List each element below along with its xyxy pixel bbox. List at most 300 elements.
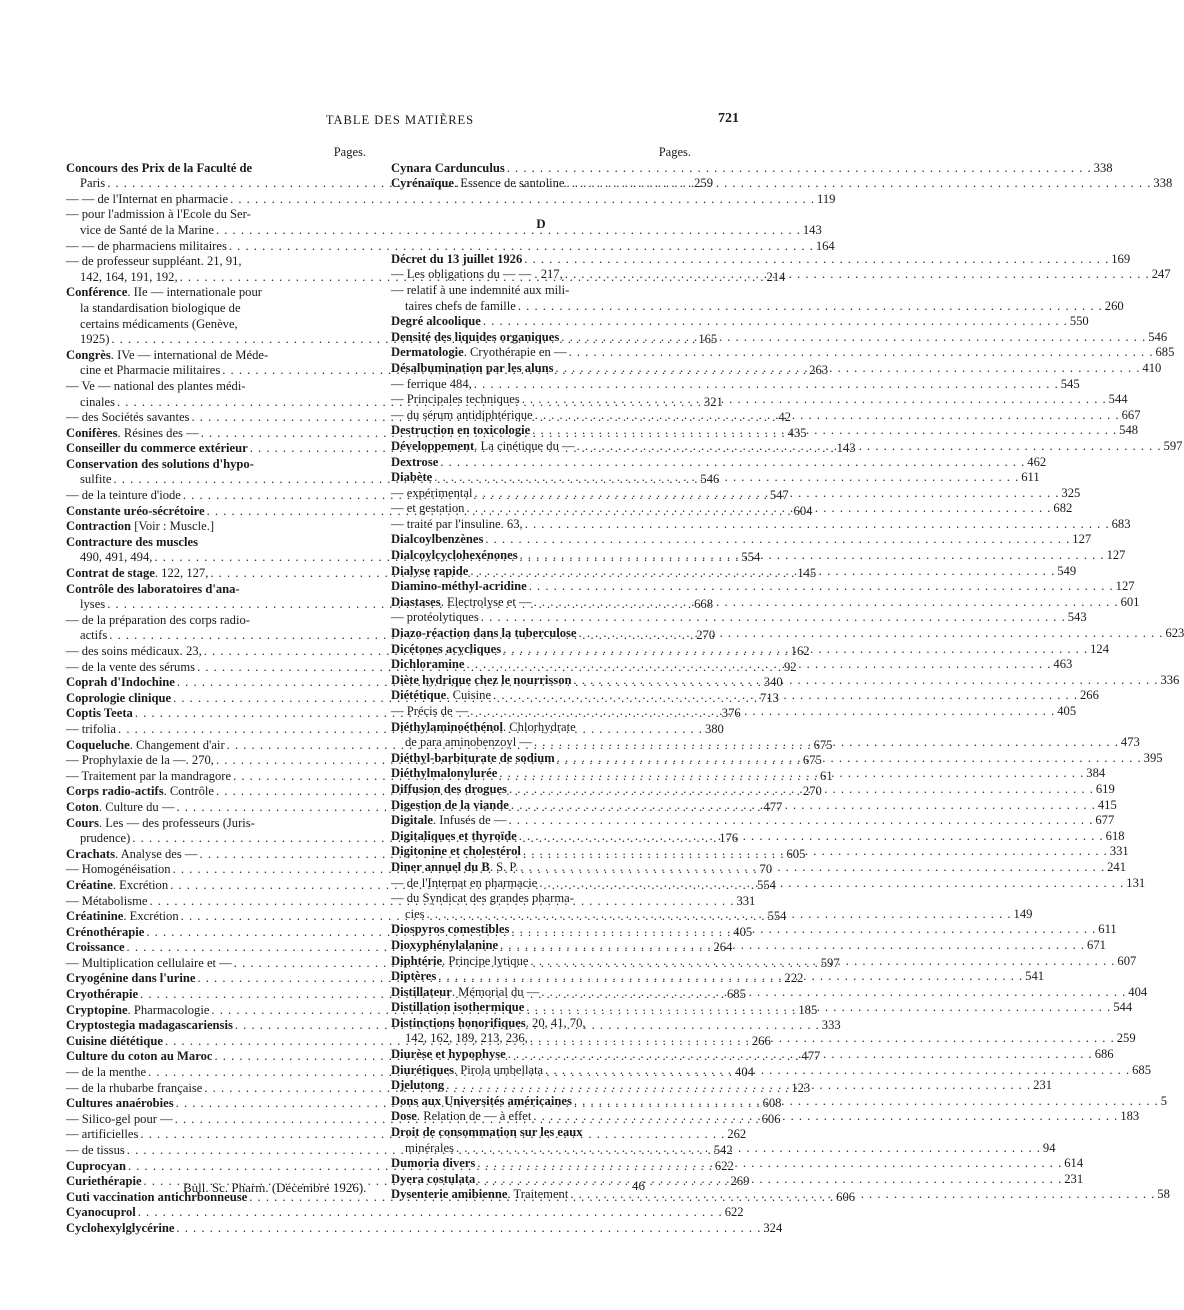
entry-page-number: 608 [762,1096,782,1111]
entry-page-number: 264 [713,940,733,955]
entry-text: Cyrénaïque. Essence de santoline [391,176,565,191]
entry-text: — et gestation [391,501,465,516]
entry-text: — Les obligations du — — . 217, [391,267,563,282]
entry-text: Contracture des muscles [66,534,198,549]
index-entry [391,532,1092,548]
entry-page-number: 380 [704,721,724,736]
leader-dots [522,392,1107,408]
entry-text: 490, 491, 494, [80,550,153,565]
entry-line-with-page [391,345,1175,361]
entry-text: Cryothérapie [66,987,139,1002]
entry-page-number: 231 [1033,1078,1053,1093]
entry-page-number: 58 [1157,1187,1170,1202]
entry-page-number: 614 [1064,1156,1084,1171]
entry-page-number: 410 [1142,360,1162,375]
entry-page-number: 321 [703,394,723,409]
leader-dots [440,455,1025,471]
index-entry [391,314,1089,330]
leader-dots [574,673,1159,689]
entry-text: — de professeur suppléant. 21, 91, [66,254,242,269]
entry-text: — Métabolisme [66,893,148,908]
entry-page-number: 333 [821,1018,841,1033]
leader-dots [534,735,1119,751]
entry-page-number: 241 [1107,859,1126,874]
entry-page-number: 70 [759,862,773,877]
entry-text: Diète hydrique chez le nourrisson [391,672,572,687]
entry-page-number: 668 [694,597,714,612]
index-entry [66,207,822,238]
entry-text: — Multiplication cellulaire et — [66,955,232,970]
leader-dots [438,969,1023,985]
entry-page-number: 169 [1111,251,1131,266]
entry-text: Densité des liquides organiques [391,329,560,344]
entry-text: Dermatologie. Cryothérapie en — [391,345,567,360]
entry-page-number: 176 [719,831,739,846]
entry-page-number: 541 [1025,969,1045,984]
entry-text: Dialcoylcyclohexénones [391,548,518,563]
entry-page-number: 263 [809,363,829,378]
entry-page-number: 340 [763,675,783,690]
index-entry [66,1205,744,1221]
entry-line-with-page [66,222,822,239]
entry-line-with-page [391,251,1131,268]
leader-dots [511,798,1096,814]
entry-page-number: 463 [1053,657,1073,672]
entry-page-number: 605 [786,846,806,861]
entry-text: Dicétones acycliques [391,641,502,656]
entry-page-number: 606 [761,1111,781,1126]
entry-page-number: 546 [700,472,720,487]
entry-page-number: 544 [1113,1000,1133,1015]
leader-dots [566,176,1151,192]
entry-line [66,535,366,551]
entry-text: cies [405,906,425,921]
entry-text: Diastases. Electrolyse et — [391,594,532,609]
entry-page-number: 604 [793,503,813,518]
entry-page-number: 686 [1094,1047,1114,1062]
entry-page-number: 685 [1132,1062,1151,1077]
entry-line-with-page [391,579,1135,595]
leader-dots [481,610,1066,626]
leader-dots [466,501,1051,517]
entry-page-number: 435 [787,425,807,440]
entry-text: Corps radio-actifs. Contrôle [66,784,214,799]
section-letter: D [536,215,546,231]
entry-text: de para aminobenzoyl — [405,735,532,750]
entry-text: — de l'Internat en pharmacie [391,875,538,890]
entry-text: Conifères. Résines des — [66,425,199,440]
entry-text: — Prophylaxie de la —. 270, [66,753,214,768]
entry-page-number: 143 [836,441,856,456]
entry-page-number: 477 [763,799,783,814]
entry-line-with-page [66,1220,783,1237]
leader-dots [474,486,1059,502]
entry-page-number: 145 [797,566,817,581]
entry-text: Coqueluche. Changement d'air [66,737,225,752]
entry-line-with-page [391,454,1047,471]
entry-line-with-page [66,191,836,208]
entry-text: vice de Santé de la Marine [80,222,214,237]
entry-page-number: 143 [802,222,822,237]
entry-text: Droit de consommation sur les eaux [391,1125,583,1140]
entry-text: Cours. Les — des professeurs (Juris- [66,815,255,830]
entry-page-number: 611 [1098,922,1117,937]
leader-dots [507,161,1092,177]
entry-text: prudence) [80,831,131,846]
entry-page-number: 260 [1104,298,1124,313]
entry-text: — de la menthe [66,1065,147,1080]
entry-page-number: 667 [1121,407,1141,422]
leader-dots [470,704,1055,720]
entry-text: — de tissus [66,1143,125,1157]
index-entry [66,519,366,535]
entry-page-number: 554 [741,550,761,565]
entry-text: Diéthylmalonylurée [391,766,498,781]
entry-text: — pour l'admission à l'Ecole du Ser- [66,207,251,222]
entry-page-number: 338 [1093,160,1113,175]
entry-text: — relatif à une indemnité aux mili- [391,282,570,297]
entry-page-number: 270 [696,628,716,643]
entry-text: — Homogénéisation [66,862,171,877]
entry-page-number: 270 [802,784,822,799]
entry-line-with-page [391,532,1092,548]
entry-text: minérales [405,1140,454,1155]
entry-page-number: 336 [1160,672,1180,687]
entry-text: — Principales techniques [391,392,520,407]
entry-text: Cyanocuprol [66,1205,136,1220]
entry-line [391,891,691,907]
leader-dots [503,642,1088,658]
entry-page-number: 404 [1128,984,1148,999]
leader-dots [530,1031,1115,1047]
entry-page-number: 222 [784,971,804,986]
leader-dots [470,564,1055,580]
entry-text: Paris [80,176,106,191]
entry-text: — de la préparation des corps radio- [66,612,250,627]
entry-page-number: 675 [802,753,822,768]
entry-page-number: 92 [784,659,797,674]
leader-dots [508,1047,1093,1063]
entry-text: — Traitement par la mandragore [66,768,232,783]
entry-line-with-page [391,314,1089,330]
entry-page-number: 131 [1126,875,1146,890]
leader-dots [483,314,1068,330]
entry-page-number: 61 [820,768,833,783]
entry-page-number: 149 [1013,906,1033,921]
entry-text: — expérimental [391,485,473,500]
leader-dots [176,1221,761,1237]
leader-dots [446,1078,1031,1094]
entry-page-number: 546 [1148,329,1168,344]
entry-page-number: 127 [1072,532,1092,547]
leader-dots [533,1109,1118,1125]
entry-text: Concours des Prix de la Faculté de [66,160,253,175]
entry-page-number: 185 [798,1002,818,1017]
entry-text: Coton. Culture du — [66,799,175,814]
leader-dots [541,985,1126,1001]
entry-page-number: 331 [736,893,756,908]
entry-page-number: 622 [714,1158,734,1173]
entry-text: 142, 164, 191, 192, [80,269,178,284]
entry-line [66,207,366,223]
pages-label-left: Pages. [333,145,366,159]
entry-page-number: 124 [1090,641,1110,656]
entry-line [66,816,366,832]
entry-page-number: 547 [769,488,789,503]
entry-text: Crénothérapie [66,924,145,939]
entry-line [66,348,366,364]
leader-dots [138,1205,723,1221]
entry-page-number: 597 [820,955,840,970]
entry-text: taires chefs de famille [405,298,516,313]
entry-text: Diphtérie. Principe lytique [391,953,529,968]
entry-text: actifs [80,628,108,643]
entry-text: Diazo-réaction dans la tuberculose [391,626,577,641]
entry-text: — des Sociétés savantes [66,410,190,425]
entry-page-number: 683 [1111,516,1131,531]
entry-page-number: 127 [1115,579,1135,594]
entry-text: Djelutong [391,1078,445,1093]
entry-text: Cynara Cardunculus [391,160,505,175]
entry-page-number: 395 [1143,750,1163,765]
leader-dots [530,954,1115,970]
index-entry [391,516,1131,533]
entry-page-number: 462 [1027,454,1047,469]
entry-page-number: 127 [1106,548,1126,563]
entry-page-number: 542 [713,1143,733,1157]
entry-text: certains médicaments (Genève, [80,316,238,331]
leader-dots [499,766,1084,782]
entry-line [66,254,366,270]
leader-dots [477,1172,1062,1188]
entry-page-number: 682 [1053,501,1073,516]
entry-line [66,161,366,177]
entry-page-number: 549 [1057,563,1077,578]
entry-text: Crachats. Analyse des — [66,846,198,861]
leader-dots [523,844,1108,860]
leader-dots [485,532,1070,548]
leader-dots [579,626,1164,642]
entry-text: — trifolia [66,721,117,736]
entry-text: sulfite [80,472,112,487]
entry-page-number: 42 [778,410,791,425]
entry-text: Cultures anaérobies [66,1096,174,1111]
entry-line-with-page [66,1205,744,1221]
entry-text: — traité par l'insuline. 63, [391,516,523,531]
index-entry [66,238,835,255]
entry-text: Dons aux Universités américaines [391,1093,572,1108]
entry-text: Diner annuel du B. S. P. [391,859,519,874]
entry-page-number: 162 [790,644,810,658]
entry-page-number: 214 [766,269,786,284]
entry-page-number: 331 [1109,844,1129,859]
entry-line [66,457,366,473]
entry-page-number: 677 [1095,813,1115,828]
entry-line [66,301,366,317]
entry-text: cinales [80,394,115,409]
leader-dots [518,299,1103,315]
entry-text: Digitale. Infusés de — [391,813,507,828]
entry-page-number: 262 [727,1127,747,1142]
entry-page-number: 606 [836,1189,856,1204]
entry-text: Diurèse et hypophyse [391,1047,506,1062]
entry-page-number: 164 [815,238,835,253]
entry-line [66,582,366,598]
leader-dots [474,377,1059,393]
leader-dots [532,423,1117,439]
leader-dots [456,1141,1041,1157]
entry-text: Contrôle des laboratoires d'ana- [66,581,240,596]
entry-text: Diospyros comestibles [391,922,510,937]
entry-line-with-page [391,298,1124,315]
entry-text: — Ve — national des plantes médi- [66,378,246,393]
entry-text: Conférence. IIe — internationale pour [66,285,262,300]
entry-page-number: 119 [817,191,836,206]
entry-line-with-page [66,238,835,255]
leader-dots [427,907,1012,923]
entry-text: Désalbumination par les aluns [391,360,554,375]
entry-text: — ferrique 484, [391,376,472,391]
footer-journal-citation: Bull. Sc. Pharm. (Décembre 1926). [183,1180,367,1195]
entry-page-number: 5 [1160,1093,1168,1108]
index-entry [391,251,1131,268]
entry-page-number: 601 [1120,594,1140,609]
entry-page-number: 618 [1105,828,1125,843]
leader-dots [509,782,1094,798]
entry-text: — artificielles [66,1127,139,1142]
leader-dots [574,1094,1159,1110]
index-entry [391,282,1124,314]
index-entry [391,610,1087,626]
entry-text: Curiethérapie [66,1174,142,1189]
entry-page-number: 247 [1151,267,1171,282]
leader-dots [534,595,1119,611]
entry-page-number: 259 [694,176,714,191]
leader-dots [477,1156,1062,1172]
entry-page-number: 685 [1155,345,1175,360]
entry-page-number: 550 [1069,314,1089,329]
entry-page-number: 269 [730,1174,750,1189]
entry-text: Cryptopine. Pharmacologie [66,1002,210,1017]
entry-text: Dextrose [391,454,439,469]
entry-text: cine et Pharmacie militaires [80,363,221,378]
entry-text: Digestion de la viande [391,797,509,812]
index-entry [391,579,1135,595]
entry-text: Cuti vaccination antichrbonneuse [66,1189,248,1204]
entry-text: Diffusion des drogues [391,781,507,796]
entry-text: Conservation des solutions d'hypo- [66,456,254,471]
entry-text: — du Syndicat des grandes pharma- [391,891,574,906]
index-entry [391,345,1175,361]
entry-text: Croissance [66,940,125,955]
leader-dots [557,751,1142,767]
entry-text: 1925) [80,332,110,347]
entry-line-with-page [391,516,1131,533]
entry-text: Coptis Teeta [66,706,133,721]
leader-dots [555,361,1140,377]
entry-page-number: 675 [813,737,833,752]
entry-text: Conseiller du commerce extérieur [66,441,248,456]
entry-text: Créatine. Excrétion [66,877,169,892]
entry-text: Diabète [391,470,433,485]
entry-page-number: 619 [1095,781,1115,796]
entry-line [66,613,366,629]
entry-line-with-page [66,519,366,535]
entry-page-number: 623 [1165,626,1184,641]
entry-text: Contraction [Voir : Muscle.] [66,519,215,534]
entry-page-number: 545 [1060,376,1080,391]
leader-dots [466,657,1051,673]
entry-text: la standardisation biologique de [80,300,241,315]
leader-dots [524,252,1109,268]
leader-dots [545,1063,1130,1079]
entry-text: — — de l'Internat en pharmacie [66,191,229,206]
leader-dots [520,548,1105,564]
entry-text: lyses [80,597,106,612]
leader-dots [569,345,1154,361]
entry-page-number: 259 [1116,1031,1136,1046]
leader-dots [535,408,1120,424]
entry-text: — de la vente des sérums [66,659,196,674]
entry-text: — — de pharmaciens militaires [66,238,227,253]
entry-page-number: 183 [1120,1109,1140,1124]
entry-text: Dioxyphénylalanine [391,937,499,952]
entry-text: — du sérum antidiphtérique [391,407,533,422]
entry-page-number: 384 [1086,766,1106,781]
entry-page-number: 554 [757,877,776,892]
entry-line-with-page [391,813,1115,829]
leader-dots [493,688,1078,704]
entry-text: — de la rhubarbe française [66,1080,203,1095]
entry-page-number: 671 [1087,937,1106,952]
leader-dots [525,517,1110,533]
entry-text: Dialyse rapide [391,563,469,578]
entry-page-number: 543 [1067,610,1087,625]
entry-page-number: 611 [1021,470,1040,485]
leader-dots [561,330,1146,346]
pages-label-right: Pages. [658,145,691,159]
leader-dots [519,829,1104,845]
entry-text: Congrès. IVe — international de Méde- [66,347,269,362]
entry-text: — Précis de — [391,704,469,718]
entry-page-number: 123 [791,1080,811,1095]
entry-text: Dysenterie amibienne. Traitement [391,1187,569,1202]
entry-text: Distillateur. Mémorial du — [391,984,540,999]
entry-text: Digitaliques et thyroïde [391,828,517,843]
leader-dots [565,267,1150,283]
entry-text: Développement. La cinétique du — [391,438,575,453]
entry-text: Dichloramine [391,657,465,672]
index-entry [66,191,836,208]
entry-text: Distinctions honorifiques. 20, 41, 70, [391,1015,586,1030]
entry-line [66,285,366,301]
leader-dots [520,860,1105,876]
leader-dots [526,1000,1111,1016]
leader-dots [500,938,1085,954]
entry-line [391,283,691,299]
entry-page-number: 165 [698,332,718,347]
entry-page-number: 266 [1079,688,1099,703]
entry-text: Diététique. Cuisine [391,688,492,703]
entry-page-number: 338 [1153,176,1173,191]
entry-text: Dumoria divers [391,1156,476,1171]
entry-page-number: 477 [801,1049,821,1064]
entry-text: Cryptostegia madagascariensis [66,1018,233,1033]
leader-dots [434,470,1019,486]
index-entry [391,454,1047,471]
entry-text: Diéthyl-barbiturate de sodium [391,750,555,765]
entry-line-with-page [391,160,1113,177]
